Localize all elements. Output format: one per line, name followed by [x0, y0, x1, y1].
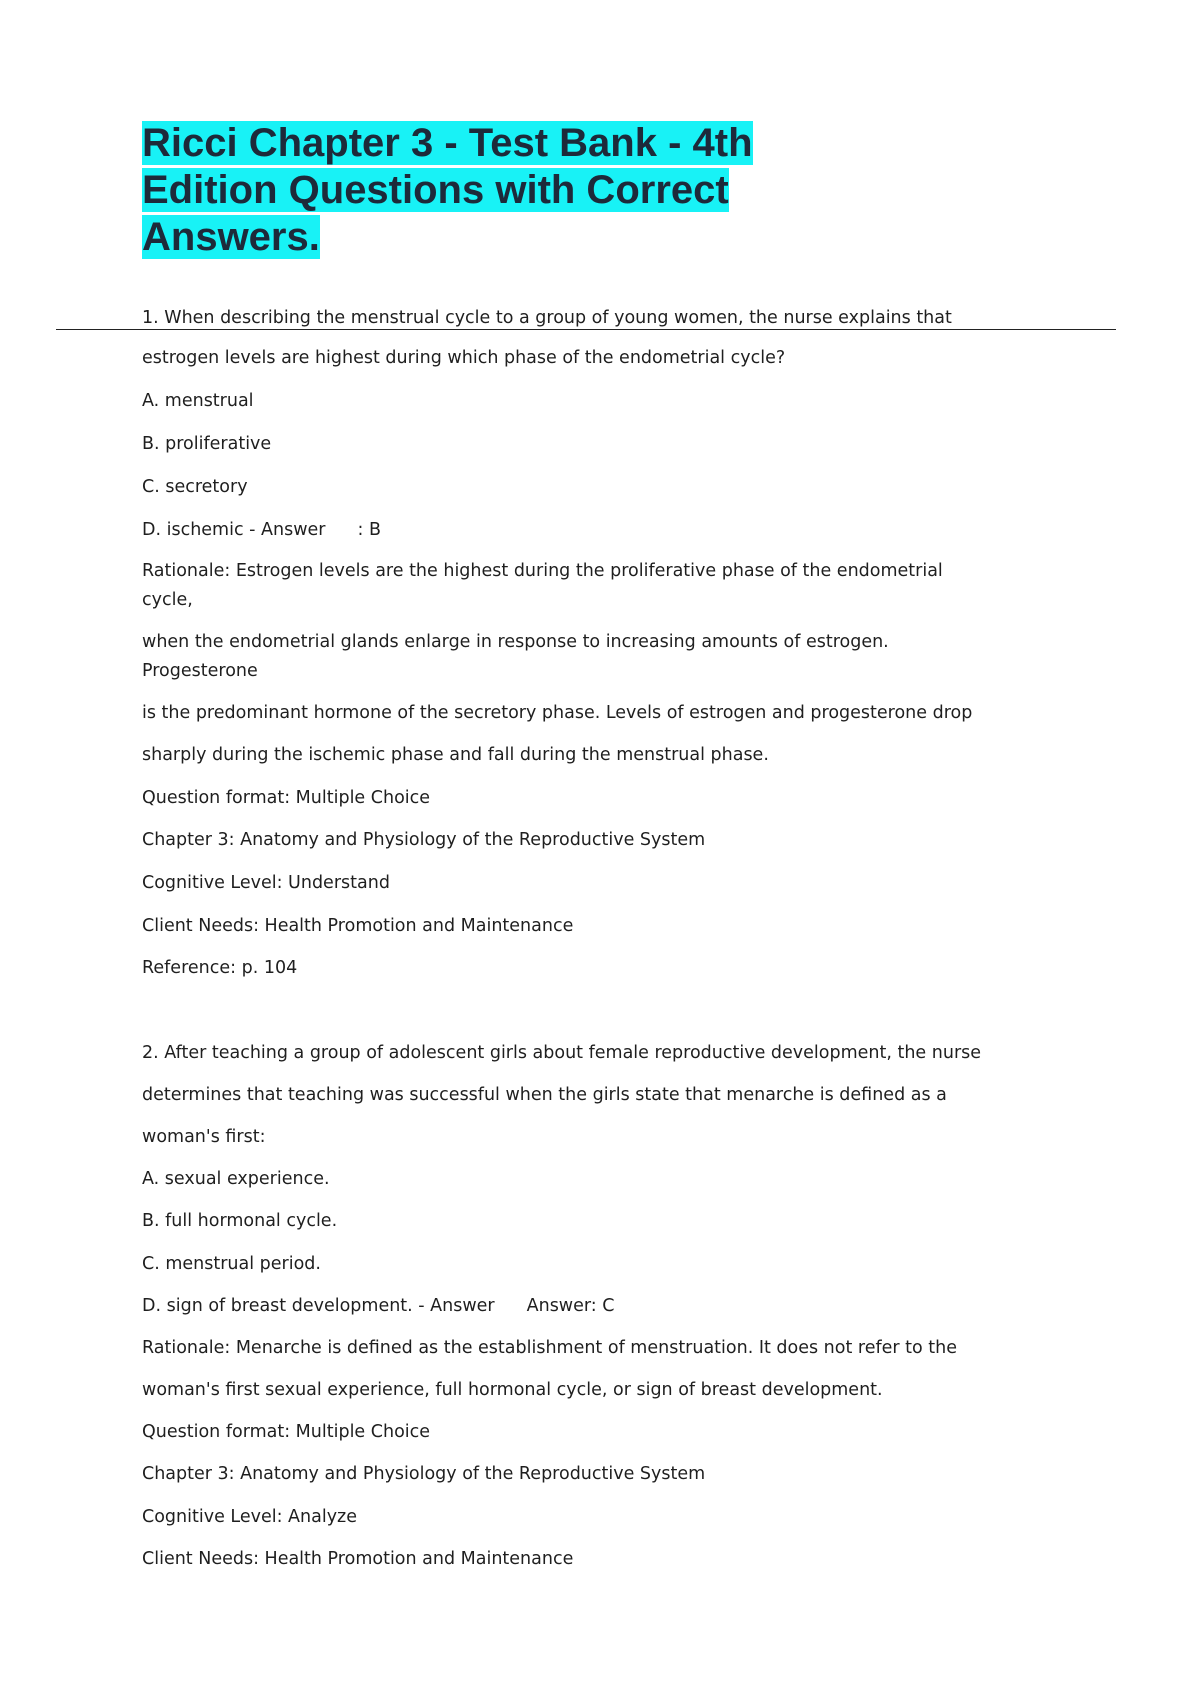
- q1-client-needs: Client Needs: Health Promotion and Maintenance: [142, 916, 574, 936]
- q1-stem-line-2: estrogen levels are highest during which phase of the endometrial cycle?: [142, 348, 786, 368]
- q1-chapter: Chapter 3: Anatomy and Physiology of the Reproductive System: [142, 830, 706, 850]
- q1-option-c: C. secretory: [142, 477, 248, 497]
- title-line-2: Edition Questions with Correct: [142, 168, 729, 212]
- q2-client-needs: Client Needs: Health Promotion and Maintenance: [142, 1549, 574, 1569]
- q1-stem-line-1: 1. When describing the menstrual cycle to a group of young women, the nurse explains that: [142, 308, 952, 328]
- q2-stem-line-2: determines that teaching was successful when the girls state that menarche is defined as a: [142, 1085, 947, 1105]
- q1-option-d-row: [142, 516, 381, 545]
- q2-question-format: Question format: Multiple Choice: [142, 1422, 431, 1442]
- q2-answer: Answer: C: [526, 1296, 615, 1316]
- q2-option-a: A. sexual experience.: [142, 1169, 330, 1189]
- q1-option-a: A. menstrual: [142, 391, 254, 411]
- q2-chapter: Chapter 3: Anatomy and Physiology of the Reproductive System: [142, 1464, 706, 1484]
- q1-rationale-line-5: is the predominant hormone of the secretory phase. Levels of estrogen and progesterone drop: [142, 703, 973, 723]
- q1-question-format: Question format: Multiple Choice: [142, 788, 431, 808]
- q1-rationale-line-2: cycle,: [142, 590, 193, 610]
- title-line-1: Ricci Chapter 3 - Test Bank - 4th: [142, 121, 753, 165]
- q2-cognitive-level: Cognitive Level: Analyze: [142, 1507, 358, 1527]
- q2-option-d-row: [142, 1292, 614, 1321]
- q1-rationale-line-4: Progesterone: [142, 661, 258, 681]
- q1-rationale-line-3: when the endometrial glands enlarge in response to increasing amounts of estrogen.: [142, 632, 889, 652]
- q1-option-b: B. proliferative: [142, 434, 272, 454]
- q1-option-d: D. ischemic - Answer: [142, 520, 326, 540]
- q2-option-b: B. full hormonal cycle.: [142, 1211, 338, 1231]
- q1-rationale-line-6: sharply during the ischemic phase and fall during the menstrual phase.: [142, 745, 769, 765]
- q2-rationale-line-1: Rationale: Menarche is defined as the establishment of menstruation. It does not refer to the: [142, 1338, 958, 1358]
- q2-stem-line-1: 2. After teaching a group of adolescent girls about female reproductive development, the nurse: [142, 1043, 982, 1063]
- q2-option-c: C. menstrual period.: [142, 1254, 321, 1274]
- page-title: [142, 120, 922, 261]
- q2-rationale-line-2: woman's first sexual experience, full hormonal cycle, or sign of breast development.: [142, 1380, 883, 1400]
- q1-rationale-line-1: Rationale: Estrogen levels are the highest during the proliferative phase of the endometrial: [142, 561, 943, 581]
- q1-reference: Reference: p. 104: [142, 958, 298, 978]
- q2-stem-line-3: woman's first:: [142, 1127, 266, 1147]
- q1-answer: : B: [357, 520, 381, 540]
- q1-cognitive-level: Cognitive Level: Understand: [142, 873, 390, 893]
- title-line-3: Answers.: [142, 215, 320, 259]
- q2-option-d: D. sign of breast development. - Answer: [142, 1296, 495, 1316]
